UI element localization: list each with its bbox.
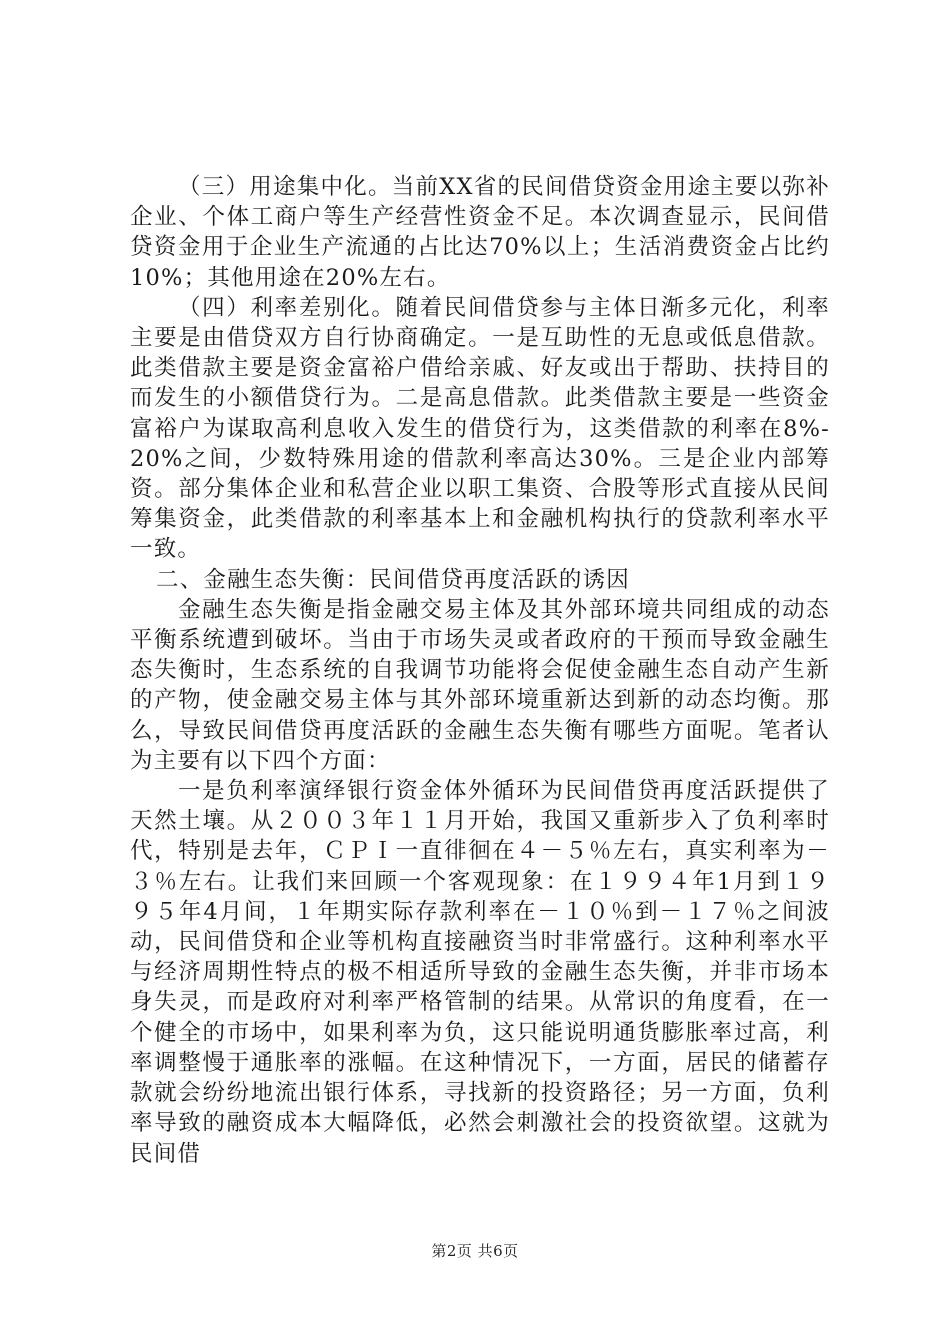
document-body bbox=[130, 172, 830, 1169]
paragraph-interest-rate-differentiation: （四）利率差别化。随着民间借贷参与主体日渐多元化，利率主要是由借贷双方自行协商确定。一是互助性的无息或低息借款。此类借款主要是资金富裕户借给亲戚、好友或出于帮助、扶持目的而发生的小额借贷行为。二是高息借款。此类借款主要是一些资金富裕户为谋取高利息收入发生的借贷行为，这类借款的利率在8%-20%之间，少数特殊用途的借款利率高达30%。三是企业内部筹资。部分集体企业和私营企业以职工集资、合股等形式直接从民间筹集资金，此类借款的利率基本上和金融机构执行的贷款利率水平一致。 bbox=[130, 294, 830, 563]
section-heading-financial-ecology: 二、金融生态失衡：民间借贷再度活跃的诱因 bbox=[156, 566, 631, 593]
page-footer: 第2页 共6页 bbox=[431, 1242, 519, 1260]
paragraph-financial-ecology-definition: 金融生态失衡是指金融交易主体及其外部环境共同组成的动态平衡系统遭到破坏。当由于市场失灵或者政府的干预而导致金融生态失衡时，生态系统的自我调节功能将会促使金融生态自动产生新的产物，使金融交易主体与其外部环境重新达到新的动态均衡。那么，导致民间借贷再度活跃的金融生态失衡有哪些方面呢。笔者认为主要有以下四个方面： bbox=[130, 596, 830, 774]
paragraph-usage-concentration: （三）用途集中化。当前XX省的民间借贷资金用途主要以弥补企业、个体工商户等生产经营性资金不足。本次调查显示，民间借贷资金用于企业生产流通的占比达70%以上；生活消费资金占比约10%；其他用途在20%左右。 bbox=[130, 174, 830, 291]
paragraph-negative-interest-rate: 一是负利率演绎银行资金体外循环为民间借贷再度活跃提供了天然土壤。从２００３年１１月开始，我国又重新步入了负利率时代，特别是去年，ＣＰＩ一直徘徊在４－５％左右，真实利率为－３％左右。让我们来回顾一个客观现象：在１９９４年1月到１９９５年4月间，１年期实际存款利率在－１０％到－１７％之间波动，民间借贷和企业等机构直接融资当时非常盛行。这种利率水平与经济周期性特点的极不相适所导致的金融生态失衡，并非市场本身失灵，而是政府对利率严格管制的结果。从常识的角度看，在一个健全的市场中，如果利率为负，这只能说明通货膨胀率过高，利率调整慢于通胀率的涨幅。在这种情况下，一方面，居民的储蓄存款就会纷纷地流出银行体系，寻找新的投资路径；另一方面，负利率导致的融资成本大幅降低，必然会刺激社会的投资欲望。这就为民间借 bbox=[130, 778, 830, 1167]
